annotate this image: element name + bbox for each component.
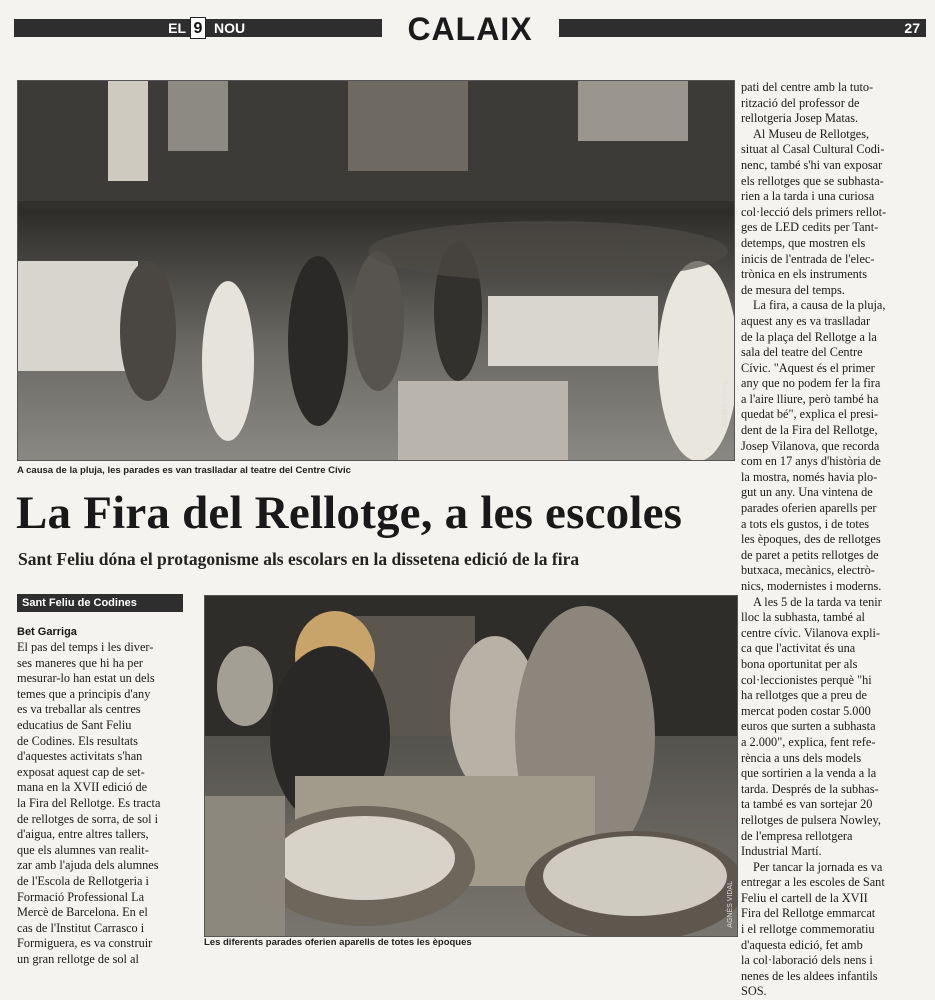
stall-clocks-photo-art [205, 596, 738, 937]
text-line: Industrial Martí. [741, 844, 822, 859]
text-line: dent de la Fira del Rellotge, [741, 423, 878, 438]
text-line: com en 17 anys d'història de [741, 454, 881, 469]
text-line: d'aquestes activitats s'han [17, 749, 143, 764]
text-line: nenc, també s'hi van exposar [741, 157, 883, 172]
text-line: parades oferien aparells per [741, 501, 877, 516]
text-line: La fira, a causa de la pluja, [753, 298, 886, 313]
text-line: es va treballar als centres [17, 702, 141, 717]
text-line: de rellotges de sorra, de sol i [17, 811, 159, 826]
stall-clocks-photo [204, 595, 738, 937]
text-line: els rellotges que se subhasta- [741, 173, 884, 188]
text-line: Formiguera, es va construir [17, 936, 153, 951]
text-line: a 2.000", explica, fent refe- [741, 734, 876, 749]
text-line: ses maneres que hi ha per [17, 655, 143, 670]
photo-credit-top: AGNÈS VIDAL [722, 381, 729, 428]
text-line: ges de LED cedits per Tant- [741, 220, 879, 235]
text-line: a tots els gustos, i de totes [741, 516, 870, 531]
text-line: quedat bé", explica el presi- [741, 407, 879, 422]
header-bar-left [14, 19, 144, 37]
author-byline: Bet Garriga [17, 626, 77, 638]
text-line: un gran rellotge de sol al [17, 951, 139, 966]
text-line: de Codines. Els resultats [17, 733, 138, 748]
text-line: cas de l'Institut Carrasco i [17, 920, 145, 935]
page-header [14, 11, 926, 47]
text-line: de l'Escola de Rellotgeria i [17, 873, 149, 888]
text-line: d'aigua, entre altres tallers, [17, 827, 149, 842]
text-line: mesurar-lo han estat un dels [17, 671, 155, 686]
text-line: A les 5 de la tarda va tenir [753, 594, 882, 609]
masthead-nine: 9 [190, 17, 206, 39]
text-line: aquest any es va traslladar [741, 313, 871, 328]
text-line: lloc la subhasta, també al [741, 610, 865, 625]
text-line: temes que a principis d'any [17, 686, 151, 701]
text-line: entregar a les escoles de Sant [741, 875, 885, 890]
text-line: Per tancar la jornada es va [753, 859, 883, 874]
text-line: mana en la XVII edició de [17, 780, 148, 795]
section-title: CALAIX [407, 11, 533, 47]
text-line: situat al Casal Cultural Codi- [741, 142, 885, 157]
text-line: de la plaça del Rellotge a la [741, 329, 877, 344]
text-line: Al Museu de Rellotges, [753, 126, 870, 141]
text-line: Mercè de Barcelona. En el [17, 905, 148, 920]
text-line: a l'aire lliure, però també ha [741, 391, 879, 406]
text-line: d'aquesta edició, fet amb [741, 937, 863, 952]
text-line: bona oportunitat per als [741, 656, 858, 671]
photo-caption-top: A causa de la pluja, les parades es van traslladar al teatre del Centre Cívic [17, 465, 351, 476]
text-line: de paret a petits rellotges de [741, 547, 879, 562]
text-line: ca que l'activitat és una [741, 641, 856, 656]
text-line: mercat poden costar 5.000 [741, 703, 871, 718]
masthead-nou: NOU [206, 19, 278, 37]
text-line: euros que surten a subhasta [741, 719, 876, 734]
text-line: col·lecció dels primers rellot- [741, 204, 887, 219]
text-line: exposat aquest cap de set- [17, 764, 145, 779]
text-line: Josep Vilanova, que recorda [741, 438, 880, 453]
text-line: nenes de les aldees infantils [741, 968, 878, 983]
fair-crowd-photo-art [18, 81, 735, 461]
text-line: nics, modernistes i moderns. [741, 579, 882, 593]
location-tag: Sant Feliu de Codines [17, 594, 183, 612]
text-line: de mesura del temps. [741, 282, 845, 297]
text-line: rellotges de pulsera Nowley, [741, 812, 881, 827]
text-line: trònica en els instruments [741, 267, 868, 282]
text-line: butxaca, mecànics, electrò- [741, 563, 875, 578]
text-line: rien a la tarda i una curiosa [741, 189, 875, 204]
text-line: sala del teatre del Centre [741, 345, 863, 360]
text-line: rència a uns dels models [741, 750, 862, 765]
text-line: col·leccionistes perquè "hi [741, 672, 872, 687]
text-line: rització del professor de [741, 95, 860, 110]
text-line: ha rellotges que a preu de [741, 688, 867, 703]
header-bar-right [559, 19, 882, 37]
text-line: Feliu el cartell de la XVII [741, 890, 868, 905]
text-line: inicis de l'entrada de l'elec- [741, 251, 875, 266]
article-headline: La Fira del Rellotge, a les escoles [16, 487, 683, 539]
text-line: les èpoques, des de rellotges [741, 532, 881, 547]
text-line: Fira del Rellotge emmarcat [741, 906, 876, 921]
text-line: Formació Professional La [17, 889, 145, 904]
text-line: la Fira del Rellotge. Es tracta [17, 795, 161, 810]
text-line: la mostra, només havia plo- [741, 469, 878, 484]
text-line: pati del centre amb la tuto- [741, 80, 874, 94]
text-line: ta també es van sortejar 20 [741, 797, 873, 812]
fair-crowd-photo [17, 80, 735, 461]
text-line: centre cívic. Vilanova expli- [741, 625, 881, 640]
photo-caption-bottom: Les diferents parades oferien aparells de totes les èpoques [204, 937, 472, 948]
article-column-right [741, 80, 927, 1000]
text-line: que els alumnes van realit- [17, 842, 149, 857]
text-line: de l'empresa rellotgera [741, 828, 853, 843]
page-number: 27 [882, 19, 926, 37]
text-line: Cívic. "Aquest és el primer [741, 360, 875, 375]
text-line: educatius de Sant Feliu [17, 717, 132, 732]
header-bar-mid [278, 19, 382, 37]
text-line: que sortirien a la venda a la [741, 766, 877, 781]
text-line: rellotgeria Josep Matas. [741, 111, 859, 126]
text-line: la col·laboració dels nens i [741, 953, 873, 968]
text-line: any que no podem fer la fira [741, 376, 881, 391]
text-line: detemps, que mostren els [741, 235, 866, 250]
masthead-el: EL [144, 19, 190, 37]
article-column-left [17, 640, 197, 967]
text-line: zar amb l'ajuda dels alumnes [17, 858, 159, 873]
text-line: gut un any. Una vintena de [741, 485, 873, 500]
text-line: i el rellotge commemoratiu [741, 922, 875, 937]
photo-credit-bottom: AGNÈS VIDAL [727, 881, 734, 928]
article-subhead: Sant Feliu dóna el protagonisme als escolars en la dissetena edició de la fira [18, 549, 580, 569]
text-line: tarda. Després de la subhas- [741, 781, 879, 796]
text-line: El pas del temps i les diver- [17, 640, 154, 654]
text-line: SOS. [741, 984, 767, 999]
